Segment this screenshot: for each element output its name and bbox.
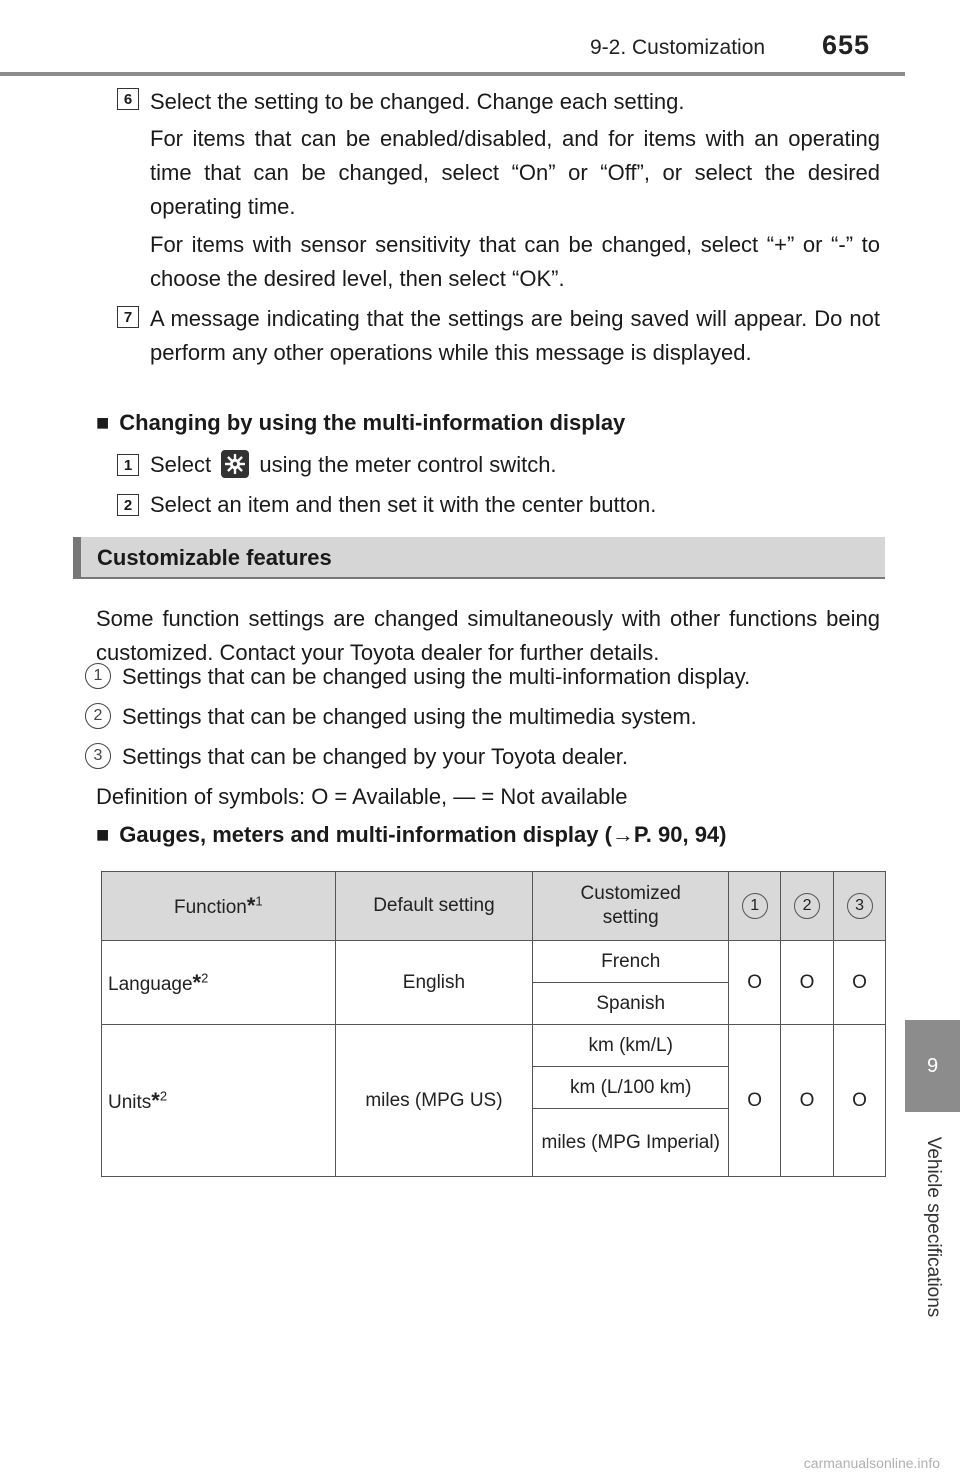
mark-cell: O xyxy=(834,1025,886,1177)
legend-text: Settings that can be changed using the multimedia system. xyxy=(122,704,697,729)
mark-cell: O xyxy=(781,1025,834,1177)
section-heading: Customizable features xyxy=(73,537,885,579)
table-row xyxy=(102,941,886,983)
page-number: 655 xyxy=(822,30,871,60)
function-cell: Language*$^2$ xyxy=(102,941,336,1025)
mark-cell: O xyxy=(834,941,886,1025)
col-function: Function*$^1$ xyxy=(102,872,336,941)
step-text: Select an item and then set it with the center button. xyxy=(150,492,657,517)
option-cell: Spanish xyxy=(533,983,729,1025)
intro-paragraph: Some function settings are changed simultaneously with other functions being customized. Contact your Toyota dealer for further details. xyxy=(96,606,880,665)
legend-text: Settings that can be changed using the multi-information display. xyxy=(122,664,751,689)
option-cell: miles (MPG Imperial) xyxy=(533,1109,729,1177)
col-customized: Customized setting xyxy=(533,872,729,941)
step-number: 2 xyxy=(117,494,139,516)
col-mark-2: 2 xyxy=(781,872,834,941)
step-number: 7 xyxy=(117,306,139,328)
chapter-tab[interactable]: 9 xyxy=(905,1020,960,1112)
symbols-definition: Definition of symbols: O = Available, — = Not available xyxy=(96,784,628,809)
legend-mark-2: 2 xyxy=(85,703,111,729)
mark-cell: O xyxy=(729,941,781,1025)
settings-gear-icon xyxy=(221,450,249,478)
step-text: Select the setting to be changed. Change each setting. xyxy=(150,89,685,114)
legend-mark-3: 3 xyxy=(85,743,111,769)
step-text: A message indicating that the settings are being saved will appear. Do not perform any other operations while this message is displayed. xyxy=(150,306,880,365)
step-text: Select using the meter control switch. xyxy=(150,452,557,477)
option-cell: French xyxy=(533,941,729,983)
default-cell: miles (MPG US) xyxy=(335,1025,533,1177)
step-detail: For items with sensor sensitivity that can be changed, select “+” or “-” to choose the desired level, then select “OK”. xyxy=(150,232,880,291)
step-number: 1 xyxy=(117,454,139,476)
col-default: Default setting xyxy=(335,872,533,941)
step-detail: For items that can be enabled/disabled, and for items with an operating time that can be changed, select “On” or “Off”, or select the desired operating time. xyxy=(150,126,880,219)
table-header-row xyxy=(102,872,886,941)
step-number: 6 xyxy=(117,88,139,110)
footer-watermark: carmanualsonline.info xyxy=(803,1455,940,1471)
mark-cell: O xyxy=(729,1025,781,1177)
table-heading: ■ Gauges, meters and multi-information display (→P. 90, 94) xyxy=(96,822,727,847)
table-row xyxy=(102,1025,886,1067)
header-section-title: 9-2. Customization xyxy=(590,36,766,59)
legend-text: Settings that can be changed by your Toyota dealer. xyxy=(122,744,628,769)
col-mark-1: 1 xyxy=(729,872,781,941)
subheading: ■ Changing by using the multi-information display xyxy=(96,410,626,435)
default-cell: English xyxy=(335,941,533,1025)
function-cell: Units*$^2$ xyxy=(102,1025,336,1177)
header-rule xyxy=(0,72,905,76)
option-cell: km (L/100 km) xyxy=(533,1067,729,1109)
option-cell: km (km/L) xyxy=(533,1025,729,1067)
mark-cell: O xyxy=(781,941,834,1025)
customization-table xyxy=(101,871,886,1177)
chapter-label: Vehicle specifications xyxy=(922,1136,944,1318)
legend-mark-1: 1 xyxy=(85,663,111,689)
col-mark-3: 3 xyxy=(834,872,886,941)
